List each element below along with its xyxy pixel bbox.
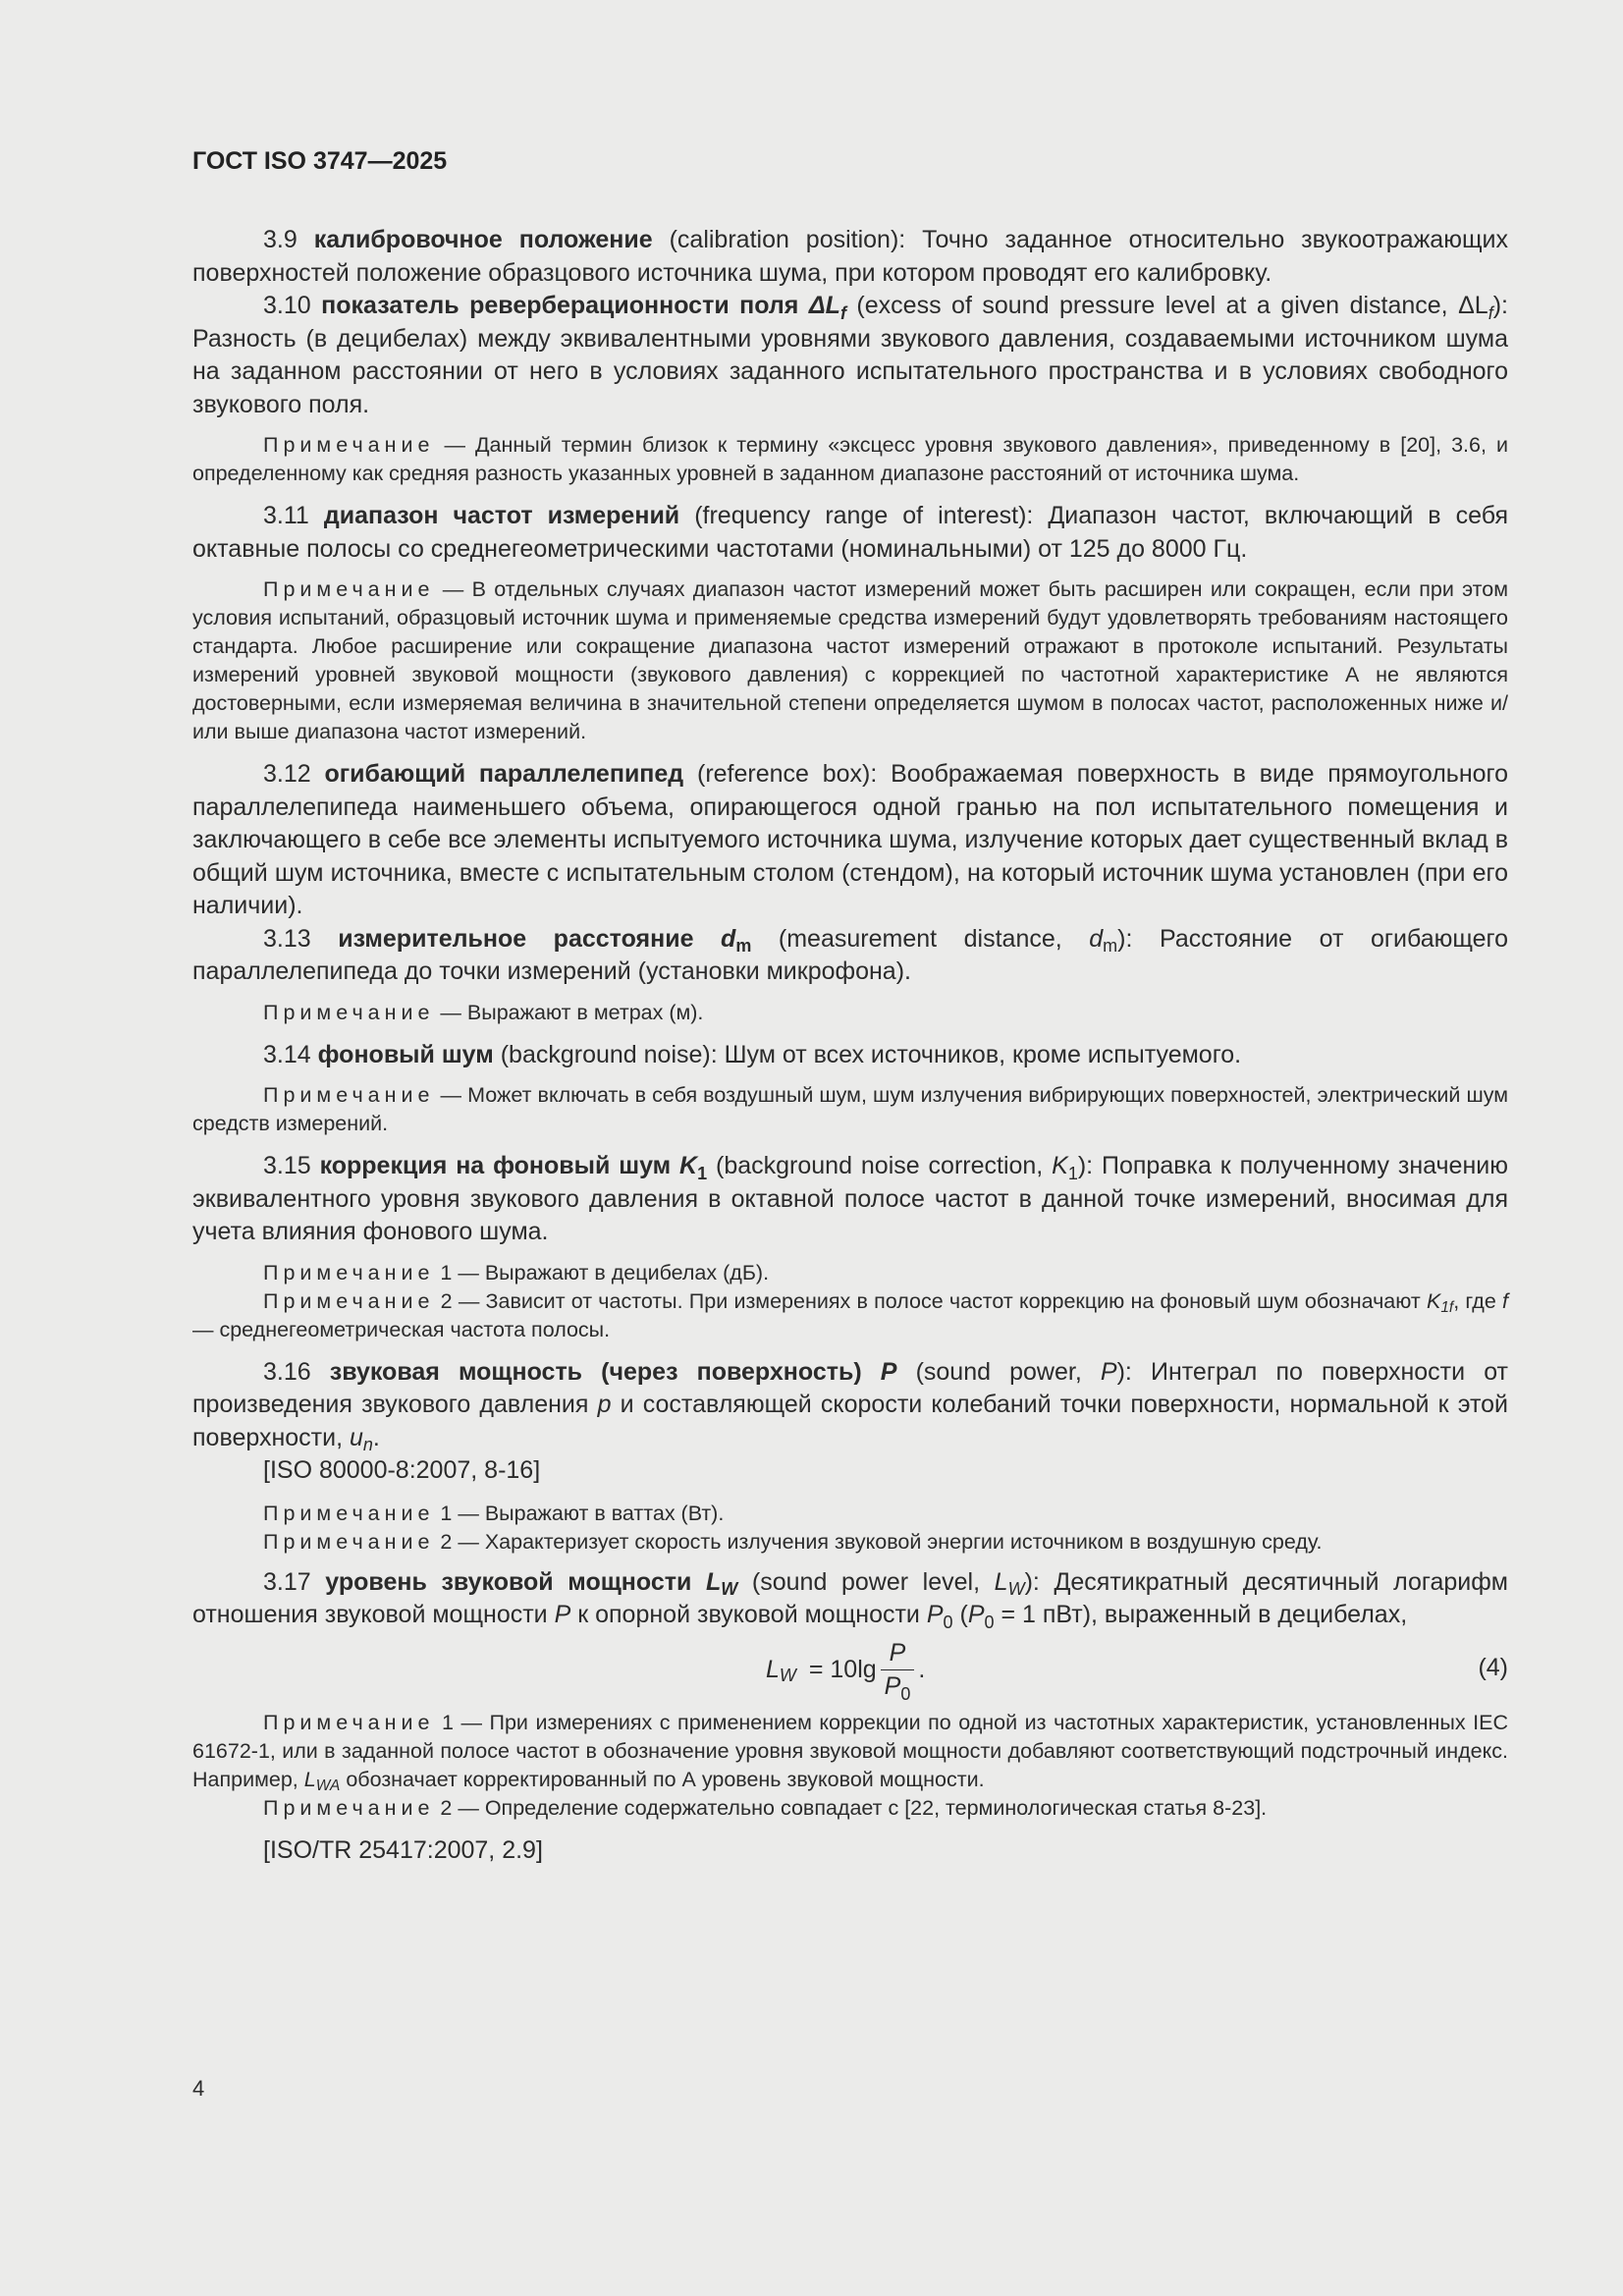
symbol-subscript: m	[1103, 936, 1118, 957]
note-text: 1 — При измерениях с применением коррекции по одной из частотных характеристик, установленных IEC 61672-1, или в заданной полосе частот в обозначение уровня звуковой мощности добавляют соответствующий подстрочный индекс. Например,	[192, 1710, 1508, 1791]
fraction-denominator: P	[884, 1672, 901, 1700]
equation-number: (4)	[1478, 1653, 1508, 1681]
term-definition-cont: ): Поправка к полученному значению эквивалентного уровня звукового давления в октавной полосе частот в данной точке измерений, вносимая для учета влияния фонового шума.	[192, 1152, 1508, 1245]
term-3-10	[192, 290, 1508, 421]
formula-lhs-subscript: W	[779, 1666, 796, 1686]
symbol-subscript: 0	[943, 1612, 953, 1632]
document-body	[192, 224, 1508, 1867]
note-text-cont: обозначает корректированный по А уровень звуковой мощности.	[340, 1767, 985, 1791]
term-3-11	[192, 500, 1508, 566]
term-symbol-subscript: 1	[697, 1163, 708, 1183]
note-label: Примечание	[263, 1501, 435, 1525]
term-number: 3.10	[263, 292, 311, 319]
note-3-17-2	[192, 1794, 1508, 1823]
note-text: 2 — Характеризует скорость излучения звуковой энергии источником в воздушную среду.	[434, 1529, 1323, 1554]
term-title: звуковая мощность (через поверхность)	[329, 1357, 881, 1386]
term-definition: (measurement distance,	[751, 924, 1090, 953]
term-symbol: d	[721, 924, 736, 953]
symbol: P	[926, 1601, 944, 1628]
note-label: Примечание	[263, 1529, 435, 1554]
term-number: 3.17	[263, 1567, 311, 1596]
note-3-16-1	[192, 1500, 1508, 1528]
note-text: — Может включать в себя воздушный шум, шум излучения вибрирующих поверхностей, электрический шум средств измерений.	[192, 1083, 1508, 1135]
page-number: 4	[192, 2076, 205, 2101]
symbol-subscript: f	[1488, 302, 1493, 323]
term-number: 3.15	[263, 1152, 311, 1179]
formula-operator: = 10lg	[801, 1656, 877, 1683]
note-3-16-2	[192, 1528, 1508, 1557]
term-3-17	[192, 1566, 1508, 1632]
term-symbol: L	[706, 1567, 722, 1596]
term-title: коррекция на фоновый шум	[319, 1152, 680, 1179]
term-title: показатель реверберационности поля	[321, 292, 809, 319]
term-symbol-subscript: m	[735, 936, 752, 957]
term-definition-cont: ): Интеграл по поверхности от произведения звукового давления	[192, 1357, 1509, 1418]
fraction-denominator-subscript: 0	[900, 1683, 911, 1704]
symbol: f	[1502, 1288, 1508, 1313]
term-number: 3.12	[263, 760, 311, 788]
note-3-14	[192, 1081, 1508, 1138]
term-symbol-subscript: W	[721, 1579, 738, 1600]
note-text: 1 — Выражают в децибелах (дБ).	[434, 1260, 770, 1285]
term-number: 3.13	[263, 924, 311, 953]
term-symbol: K	[679, 1152, 698, 1179]
note-3-13	[192, 999, 1508, 1027]
note-text: — В отдельных случаях диапазон частот измерений может быть расширен или сокращен, если при этом условия испытаний, образцовый источник шума и применяемые средства измерений будут удовлетворять требованиям настоящего стандарта. Любое расширение или сокращение диапазона частот измерений отражают в протоколе испытаний. Результаты измерений уровней звуковой мощности (звукового давления) с коррекцией по частотной характеристике А не являются достоверными, если измеряемая величина в значительной степени определяется шумом в полосах частот, расположенных ниже и/или выше диапазона частот измерений.	[192, 577, 1508, 743]
term-definition-cont: и составляющей скорости колебаний точки поверхности, нормальной к этой поверхности,	[192, 1391, 1508, 1451]
note-label: Примечание	[263, 1000, 435, 1024]
term-title: огибающий параллелепипед	[324, 760, 684, 788]
symbol-subscript: n	[362, 1435, 373, 1455]
term-definition: (background noise correction,	[707, 1152, 1053, 1179]
note-text: — Выражают в метрах (м).	[434, 1000, 704, 1024]
formula-expression	[766, 1632, 925, 1709]
term-number: 3.14	[263, 1040, 311, 1068]
note-text-cont: , где	[1453, 1288, 1503, 1313]
symbol: u	[350, 1423, 363, 1451]
document-header: ГОСТ ISO 3747—2025	[192, 147, 448, 175]
fraction-numerator: P	[889, 1639, 906, 1667]
term-number: 3.9	[263, 226, 298, 253]
symbol-subscript: WA	[315, 1777, 341, 1795]
note-label: Примечание	[263, 1710, 435, 1734]
term-title: калибровочное положение	[313, 226, 653, 253]
term-title: фоновый шум	[317, 1040, 494, 1068]
term-3-12	[192, 758, 1508, 923]
term-title: уровень звуковой мощности	[325, 1567, 706, 1596]
note-text: 1 — Выражают в ваттах (Вт).	[434, 1501, 725, 1525]
note-text: 2 — Зависит от частоты. При измерениях в полосе частот коррекцию на фоновый шум обозначают	[434, 1288, 1427, 1313]
symbol: p	[597, 1391, 612, 1418]
term-number: 3.16	[263, 1357, 311, 1386]
source-reference: [ISO 80000-8:2007, 8-16]	[263, 1456, 541, 1484]
term-definition-cont: (	[952, 1601, 968, 1628]
symbol: K	[1426, 1288, 1441, 1313]
symbol-subscript: 1f	[1440, 1299, 1454, 1317]
term-definition-cont: ): Десятикратный десятичный логарифм отношения звуковой мощности	[192, 1567, 1508, 1628]
symbol: P	[967, 1601, 985, 1628]
note-label: Примечание	[263, 1260, 435, 1285]
term-definition-cont: .	[372, 1423, 380, 1451]
symbol: d	[1089, 924, 1104, 953]
term-3-14	[192, 1039, 1508, 1072]
symbol: K	[1052, 1152, 1068, 1179]
symbol: P	[554, 1601, 571, 1628]
symbol: P	[1100, 1357, 1117, 1386]
note-3-11	[192, 575, 1508, 746]
note-text-cont: — среднегеометрическая частота полосы.	[192, 1317, 611, 1341]
term-definition: (calibration position): Точно заданное относительно звукоотражающих поверхностей положение образцового источника шума, при котором проводят его калибровку.	[192, 226, 1508, 287]
note-label: Примечание	[263, 1083, 435, 1107]
source-reference: [ISO/TR 25417:2007, 2.9]	[263, 1835, 543, 1864]
term-definition-cont: = 1 пВт), выраженный в децибелах,	[994, 1601, 1408, 1628]
note-label: Примечание	[263, 1795, 435, 1820]
term-definition: (excess of sound pressure level at a given distance, ΔL	[845, 292, 1488, 319]
note-text: — Данный термин близок к термину «эксцесс уровня звукового давления», приведенному в [20], 3.6, и определенному как средняя разность указанных уровней в заданном диапазоне расстояний от источника шума.	[192, 433, 1508, 485]
note-label: Примечание	[263, 577, 435, 601]
term-definition: (sound power level,	[737, 1567, 995, 1596]
formula-lhs: L	[766, 1656, 780, 1683]
term-definition-cont: ): Разность (в децибелах) между эквивалентными уровнями звукового давления, создаваемыми источником шума на заданном расстоянии от него в условиях заданного испытательного пространства и в условиях свободного звукового поля.	[192, 292, 1509, 418]
note-label: Примечание	[263, 1288, 435, 1313]
term-symbol-subscript: f	[839, 302, 846, 323]
term-definition: (background noise): Шум от всех источников, кроме испытуемого.	[493, 1040, 1242, 1068]
term-definition-cont: ): Расстояние от огибающего параллелепипеда до точки измерений (установки микрофона).	[192, 924, 1509, 985]
note-3-10	[192, 431, 1508, 488]
note-text: 2 — Определение содержательно совпадает с [22, терминологическая статья 8-23].	[434, 1795, 1268, 1820]
formula-4	[192, 1632, 1508, 1709]
note-3-15-2	[192, 1287, 1508, 1344]
term-definition: (reference box): Воображаемая поверхность в виде прямоугольного параллелепипеда наименьшего объема, опирающегося одной гранью на пол испытательного помещения и заключающего в себе все элементы испытуемого источника шума, излучение которых дает существенный вклад в общий шум источника, вместе с испытательным столом (стендом), на который источник шума установлен (при его наличии).	[192, 760, 1509, 919]
note-label: Примечание	[263, 433, 435, 457]
term-symbol: ΔL	[808, 292, 840, 319]
formula-fraction	[881, 1639, 915, 1704]
formula-period: .	[918, 1656, 926, 1683]
symbol-subscript: 1	[1067, 1163, 1078, 1183]
term-3-13	[192, 923, 1508, 989]
term-definition-cont: к опорной звуковой мощности	[570, 1601, 927, 1628]
term-title: измерительное расстояние	[338, 924, 722, 953]
symbol-subscript: W	[1007, 1579, 1025, 1600]
term-definition: (frequency range of interest): Диапазон частот, включающий в себя октавные полосы со среднегеометрическими частотами (номинальными) от 125 до 8000 Гц.	[192, 502, 1509, 563]
term-definition: (sound power,	[896, 1357, 1101, 1386]
symbol: L	[303, 1767, 316, 1791]
term-title: диапазон частот измерений	[323, 502, 680, 529]
term-3-16	[192, 1356, 1508, 1455]
term-number: 3.11	[263, 502, 309, 529]
term-3-15	[192, 1150, 1508, 1249]
symbol-subscript: 0	[984, 1612, 995, 1632]
term-3-9	[192, 224, 1508, 290]
symbol: L	[994, 1567, 1008, 1596]
term-symbol: P	[880, 1357, 897, 1386]
note-3-17-1	[192, 1709, 1508, 1794]
note-3-15-1	[192, 1259, 1508, 1287]
